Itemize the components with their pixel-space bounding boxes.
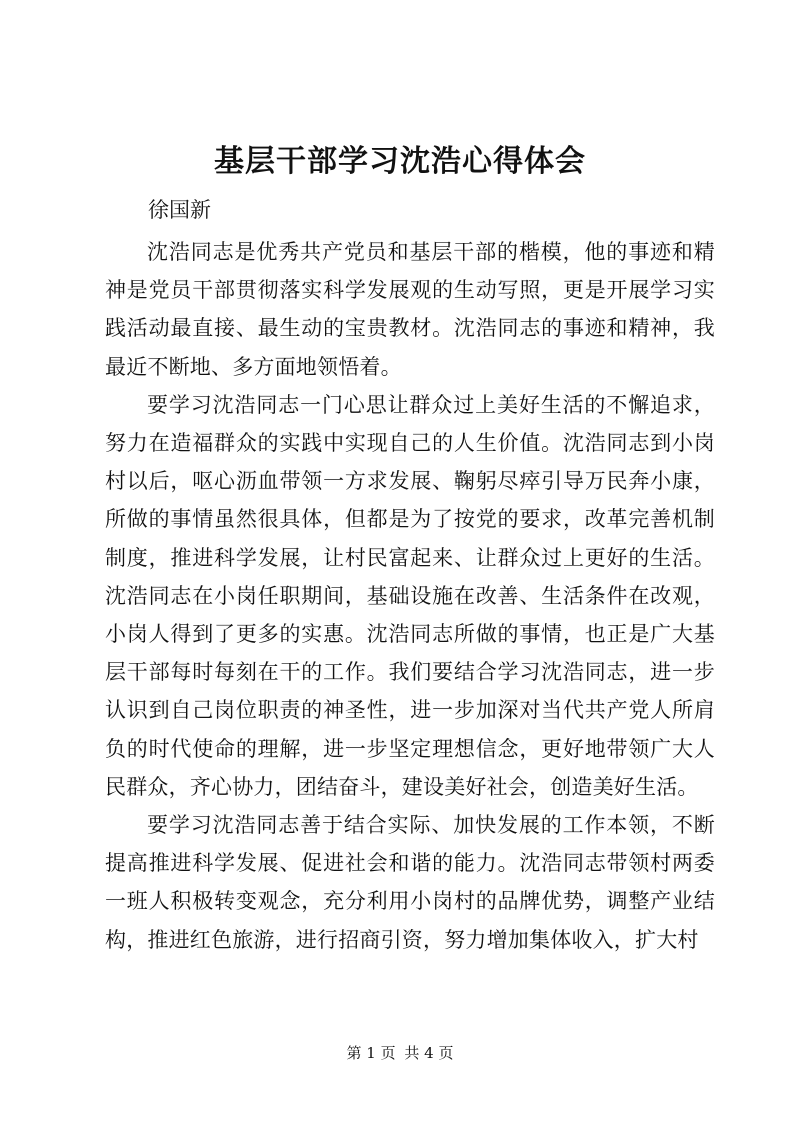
page-footer: [0, 1043, 800, 1063]
page-total: 共 4 页: [404, 1044, 454, 1062]
document-title: 基层干部学习沈浩心得体会: [214, 144, 586, 179]
page-number: 第 1 页: [346, 1044, 396, 1062]
paragraph-2: 要学习沈浩同志一门心思让群众过上美好生活的不懈追求，努力在造福群众的实践中实现自己的人生价值。沈浩同志到小岗村以后，呕心沥血带领一方求发展、鞠躬尽瘁引导万民奔小康，所做的事情虽然很具体，但都是为了按党的要求，改革完善机制制度，推进科学发展，让村民富起来、让群众过上更好的生活。沈浩同志在小岗任职期间，基础设施在改善、生活条件在改观，小岗人得到了更多的实惠。沈浩同志所做的事情，也正是广大基层干部每时每刻在干的工作。我们要结合学习沈浩同志，进一步认识到自己岗位职责的神圣性，进一步加深对当代共产党人所肩负的时代使命的理解，进一步坚定理想信念，更好地带领广大人民群众，齐心协力，团结奋斗，建设美好社会，创造美好生活。: [105, 392, 715, 799]
document-body: [105, 233, 715, 959]
paragraph-1: 沈浩同志是优秀共产党员和基层干部的楷模，他的事迹和精神是党员干部贯彻落实科学发展观的生动写照，更是开展学习实践活动最直接、最生动的宝贵教材。沈浩同志的事迹和精神，我最近不断地、多方面地领悟着。: [105, 240, 715, 379]
author-name: 徐国新: [148, 198, 211, 222]
paragraph-3: 要学习沈浩同志善于结合实际、加快发展的工作本领，不断提高推进科学发展、促进社会和谐的能力。沈浩同志带领村两委一班人积极转变观念，充分利用小岗村的品牌优势，调整产业结构，推进红色旅游，进行招商引资，努力增加集体收入，扩大村: [105, 813, 715, 952]
